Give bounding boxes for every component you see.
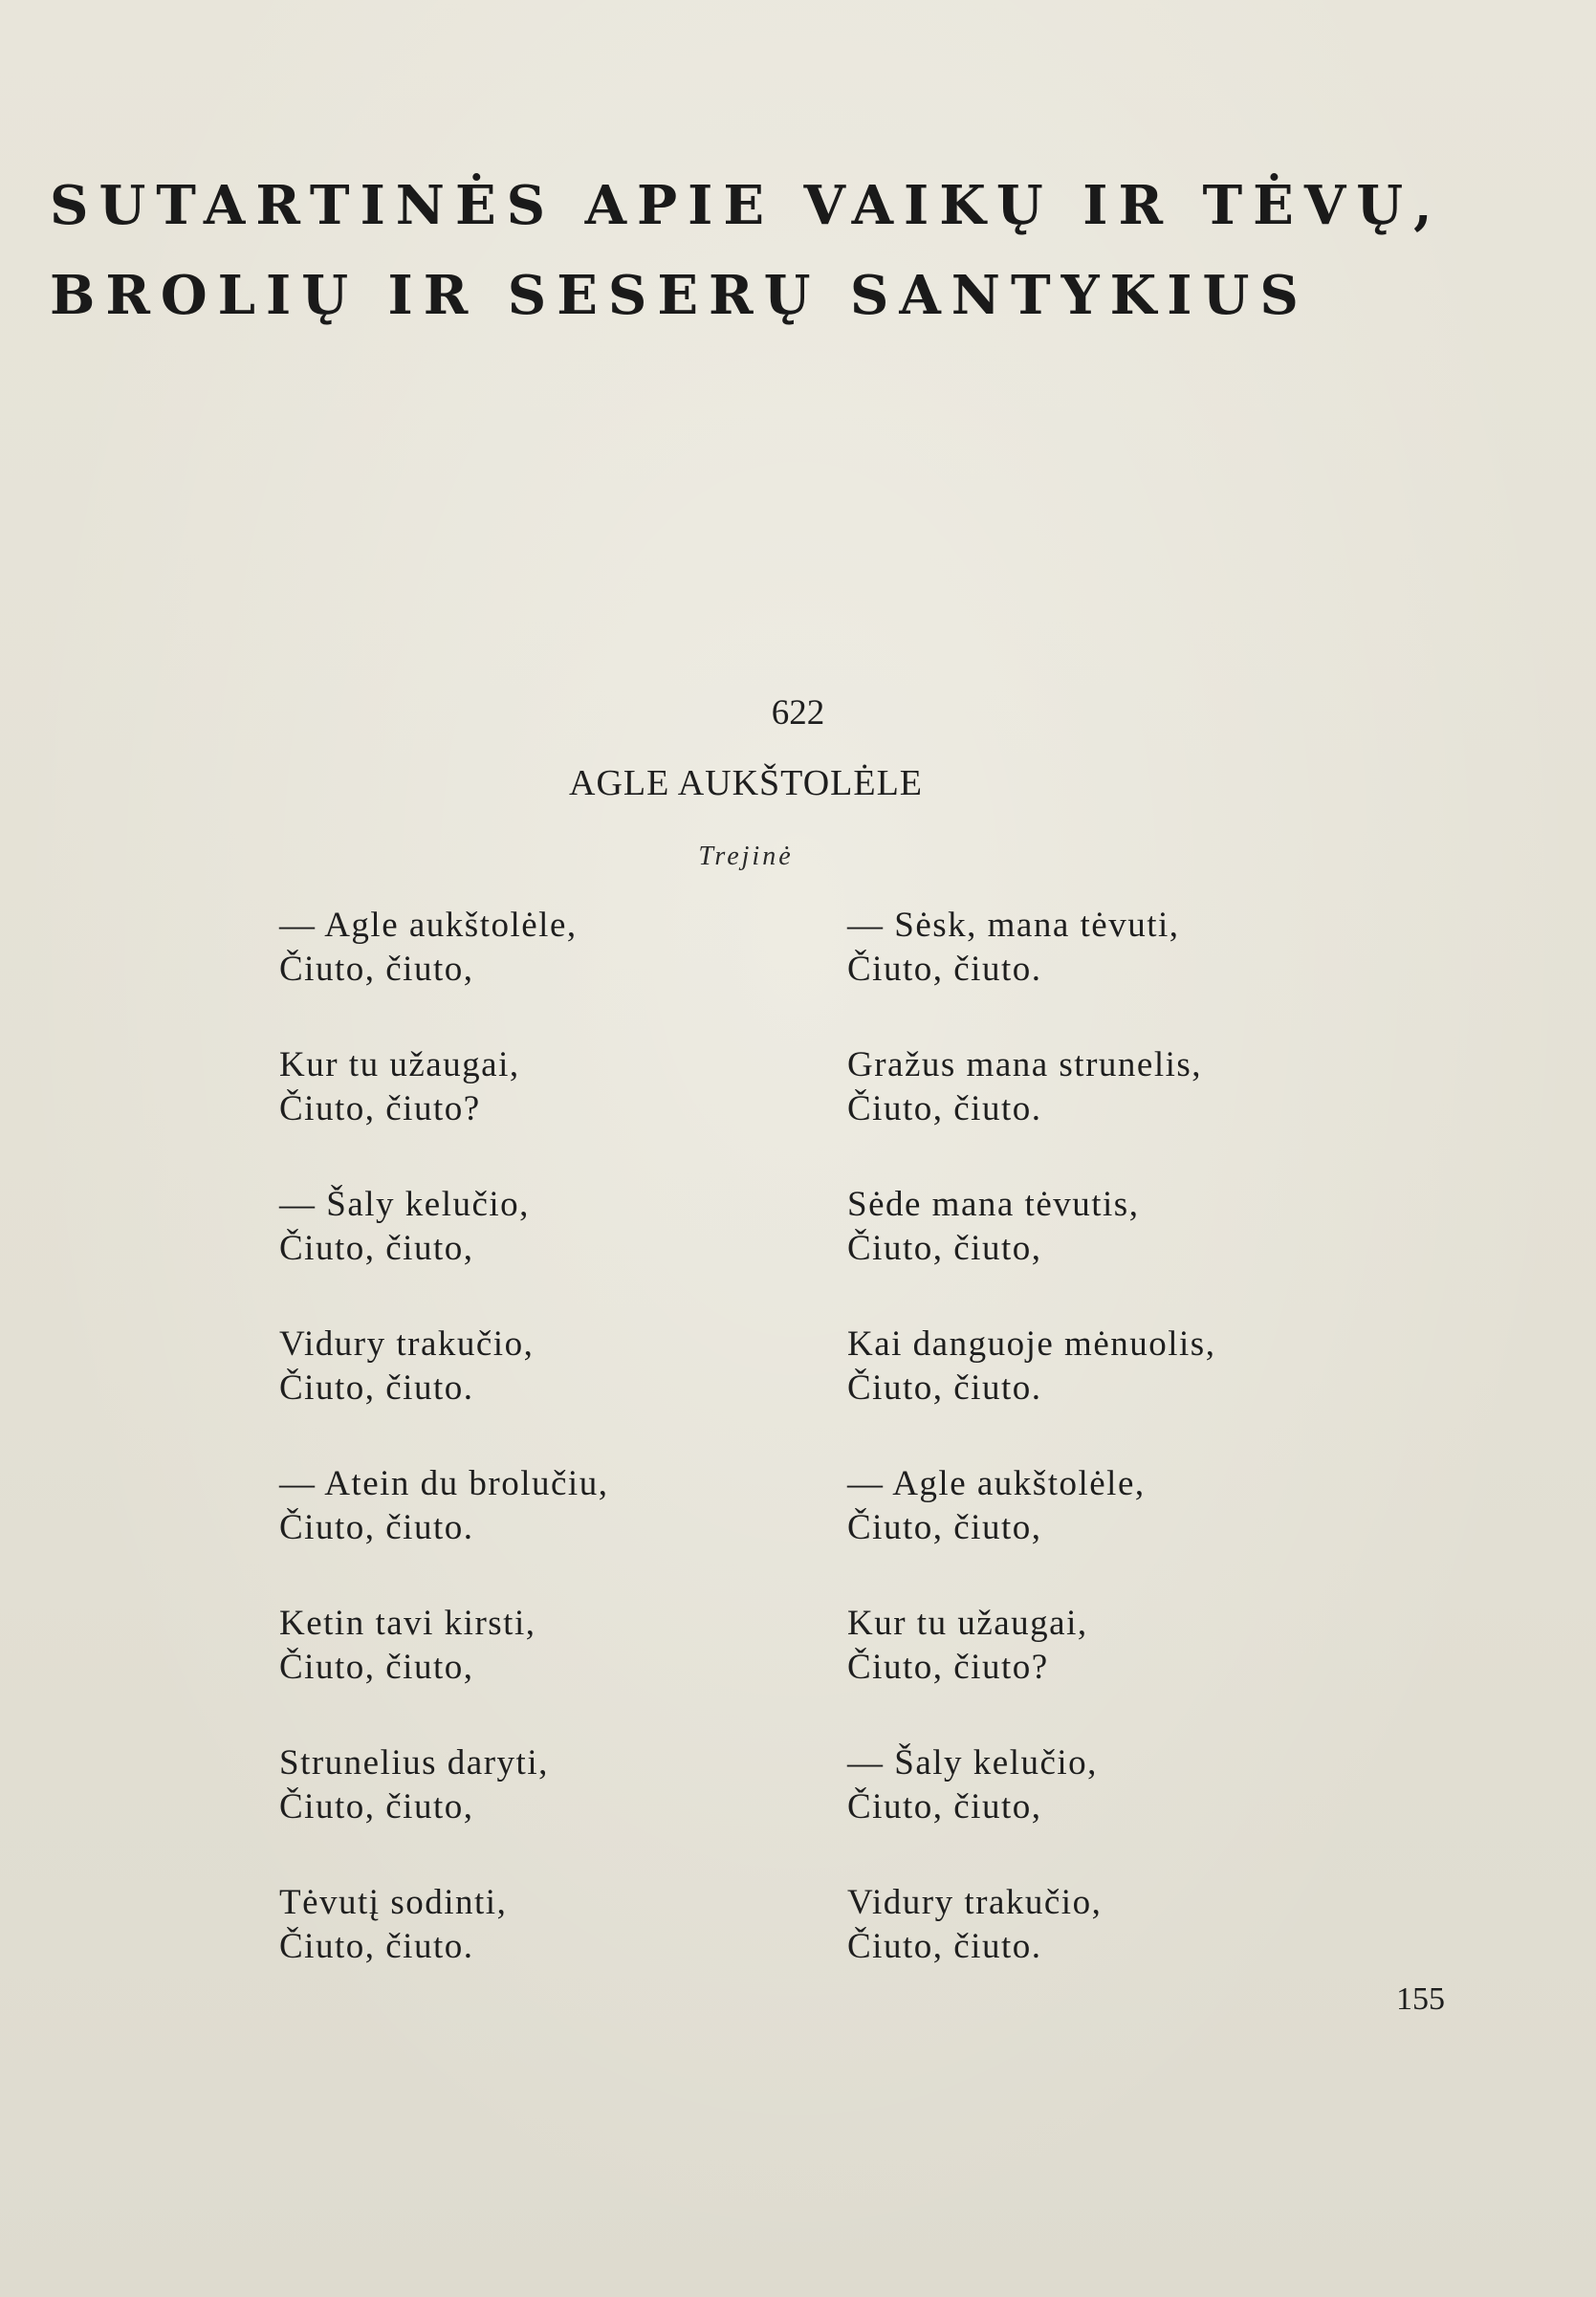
song-subtitle: Trejinė — [698, 842, 794, 871]
refrain-line: Čiuto, čiuto, — [847, 1229, 1042, 1268]
verse-line: Kur tu užaugai, — [847, 1604, 1088, 1643]
stanza — [847, 1602, 1345, 1741]
verse-line: Strunelius daryti, — [279, 1743, 549, 1783]
refrain-line: Čiuto, čiuto, — [279, 1229, 474, 1268]
verse-line: — Agle aukštolėle, — [279, 906, 578, 945]
stanza — [847, 904, 1345, 1043]
stanza — [847, 1462, 1345, 1602]
refrain-line: Čiuto, čiuto. — [847, 1368, 1042, 1408]
verse-line: Kai danguoje mėnuolis, — [847, 1324, 1216, 1364]
stanza — [279, 1183, 776, 1323]
refrain-line: Čiuto, čiuto. — [279, 1368, 474, 1408]
stanza — [279, 904, 776, 1043]
refrain-line: Čiuto, čiuto, — [847, 1787, 1042, 1827]
stanza — [279, 1881, 776, 2021]
stanza — [279, 1462, 776, 1602]
stanza — [847, 1183, 1345, 1323]
verse-line: Ketin tavi kirsti, — [279, 1604, 536, 1643]
verse-line: — Atein du brolučiu, — [279, 1464, 609, 1503]
verse-line: Tėvutį sodinti, — [279, 1883, 508, 1922]
verse-line: Gražus mana strunelis, — [847, 1045, 1203, 1084]
refrain-line: Čiuto, čiuto. — [847, 1927, 1042, 1966]
verse-line: Kur tu užaugai, — [279, 1045, 520, 1084]
verse-line: Sėde mana tėvutis, — [847, 1185, 1140, 1224]
refrain-line: Čiuto, čiuto, — [279, 1648, 474, 1687]
verse-line: — Agle aukštolėle, — [847, 1464, 1146, 1503]
stanza — [279, 1602, 776, 1741]
refrain-line: Čiuto, čiuto. — [279, 1508, 474, 1547]
refrain-line: Čiuto, čiuto. — [847, 950, 1042, 989]
song-number: 622 — [771, 693, 825, 733]
page-number: 155 — [1396, 1981, 1445, 2017]
verse-line: Vidury trakučio, — [847, 1883, 1103, 1922]
stanza — [279, 1043, 776, 1183]
song-title: AGLE AUKŠTOLĖLE — [569, 763, 923, 803]
refrain-line: Čiuto, čiuto, — [847, 1508, 1042, 1547]
refrain-line: Čiuto, čiuto. — [847, 1089, 1042, 1128]
refrain-line: Čiuto, čiuto? — [279, 1089, 481, 1128]
verse-line: Vidury trakučio, — [279, 1324, 535, 1364]
right-verse-column — [847, 904, 1345, 2021]
stanza — [279, 1323, 776, 1462]
left-verse-column — [279, 904, 776, 2021]
refrain-line: Čiuto, čiuto, — [279, 950, 474, 989]
stanza — [847, 1323, 1345, 1462]
section-heading — [50, 161, 1446, 340]
stanza — [847, 1881, 1345, 2021]
verse-line: — Sėsk, mana tėvuti, — [847, 906, 1180, 945]
stanza — [847, 1043, 1345, 1183]
refrain-line: Čiuto, čiuto, — [279, 1787, 474, 1827]
refrain-line: Čiuto, čiuto? — [847, 1648, 1049, 1687]
stanza — [279, 1741, 776, 1881]
section-heading-line-2: BROLIŲ IR SESERŲ SANTYKIUS — [50, 264, 1309, 327]
section-heading-line-1: SUTARTINĖS APIE VAIKŲ IR TĖVŲ, — [50, 174, 1443, 237]
verse-line: — Šaly kelučio, — [279, 1185, 530, 1224]
verse-line: — Šaly kelučio, — [847, 1743, 1098, 1783]
refrain-line: Čiuto, čiuto. — [279, 1927, 474, 1966]
stanza — [847, 1741, 1345, 1881]
